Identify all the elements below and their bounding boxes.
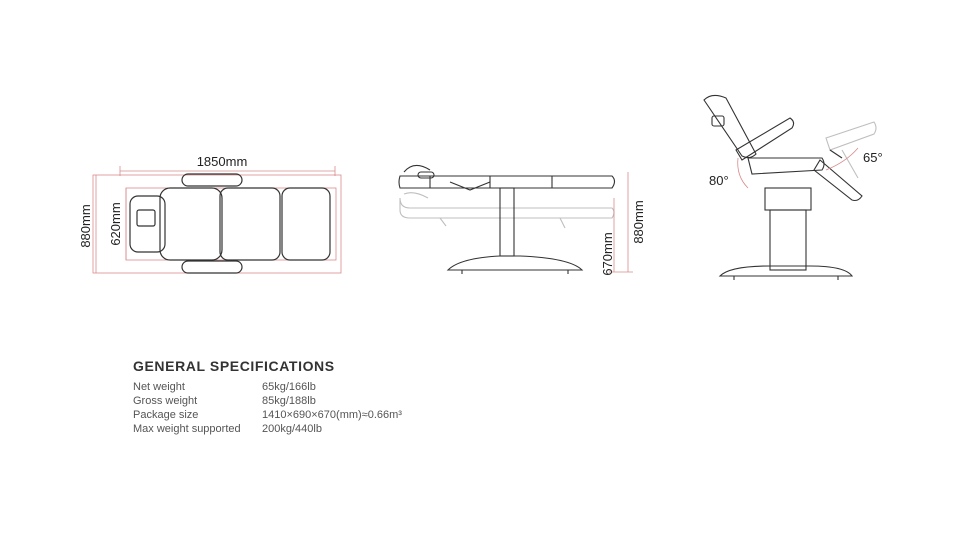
spec-row-package-size: [133, 408, 402, 422]
spec-label: Net weight: [133, 381, 185, 393]
top-view: [93, 166, 341, 273]
spec-value: 65kg/166lb: [262, 381, 316, 393]
specs-title: GENERAL SPECIFICATIONS: [133, 358, 335, 374]
angle-leg-label: 65°: [863, 150, 883, 165]
top-width-total-label: 880mm: [78, 204, 93, 248]
angle-back-label: 80°: [709, 173, 729, 188]
spec-label: Max weight supported: [133, 423, 241, 435]
spec-row-max-weight: [133, 422, 402, 436]
general-specifications: [133, 358, 402, 436]
spec-value: 85kg/188lb: [262, 395, 316, 407]
side-height-max-label: 880mm: [631, 200, 646, 244]
spec-value: 200kg/440lb: [262, 423, 322, 435]
reclined-view: [704, 95, 876, 280]
spec-label: Gross weight: [133, 395, 198, 407]
top-width-body-label: 620mm: [108, 202, 123, 246]
side-height-min-label: 670mm: [600, 232, 615, 276]
side-view: [399, 165, 633, 274]
spec-row-net-weight: [133, 380, 402, 394]
spec-value: 1410×690×670(mm)≈0.66m³: [262, 409, 402, 421]
top-length-label: 1850mm: [196, 154, 248, 169]
spec-label: Package size: [133, 409, 199, 421]
spec-row-gross-weight: [133, 394, 402, 408]
